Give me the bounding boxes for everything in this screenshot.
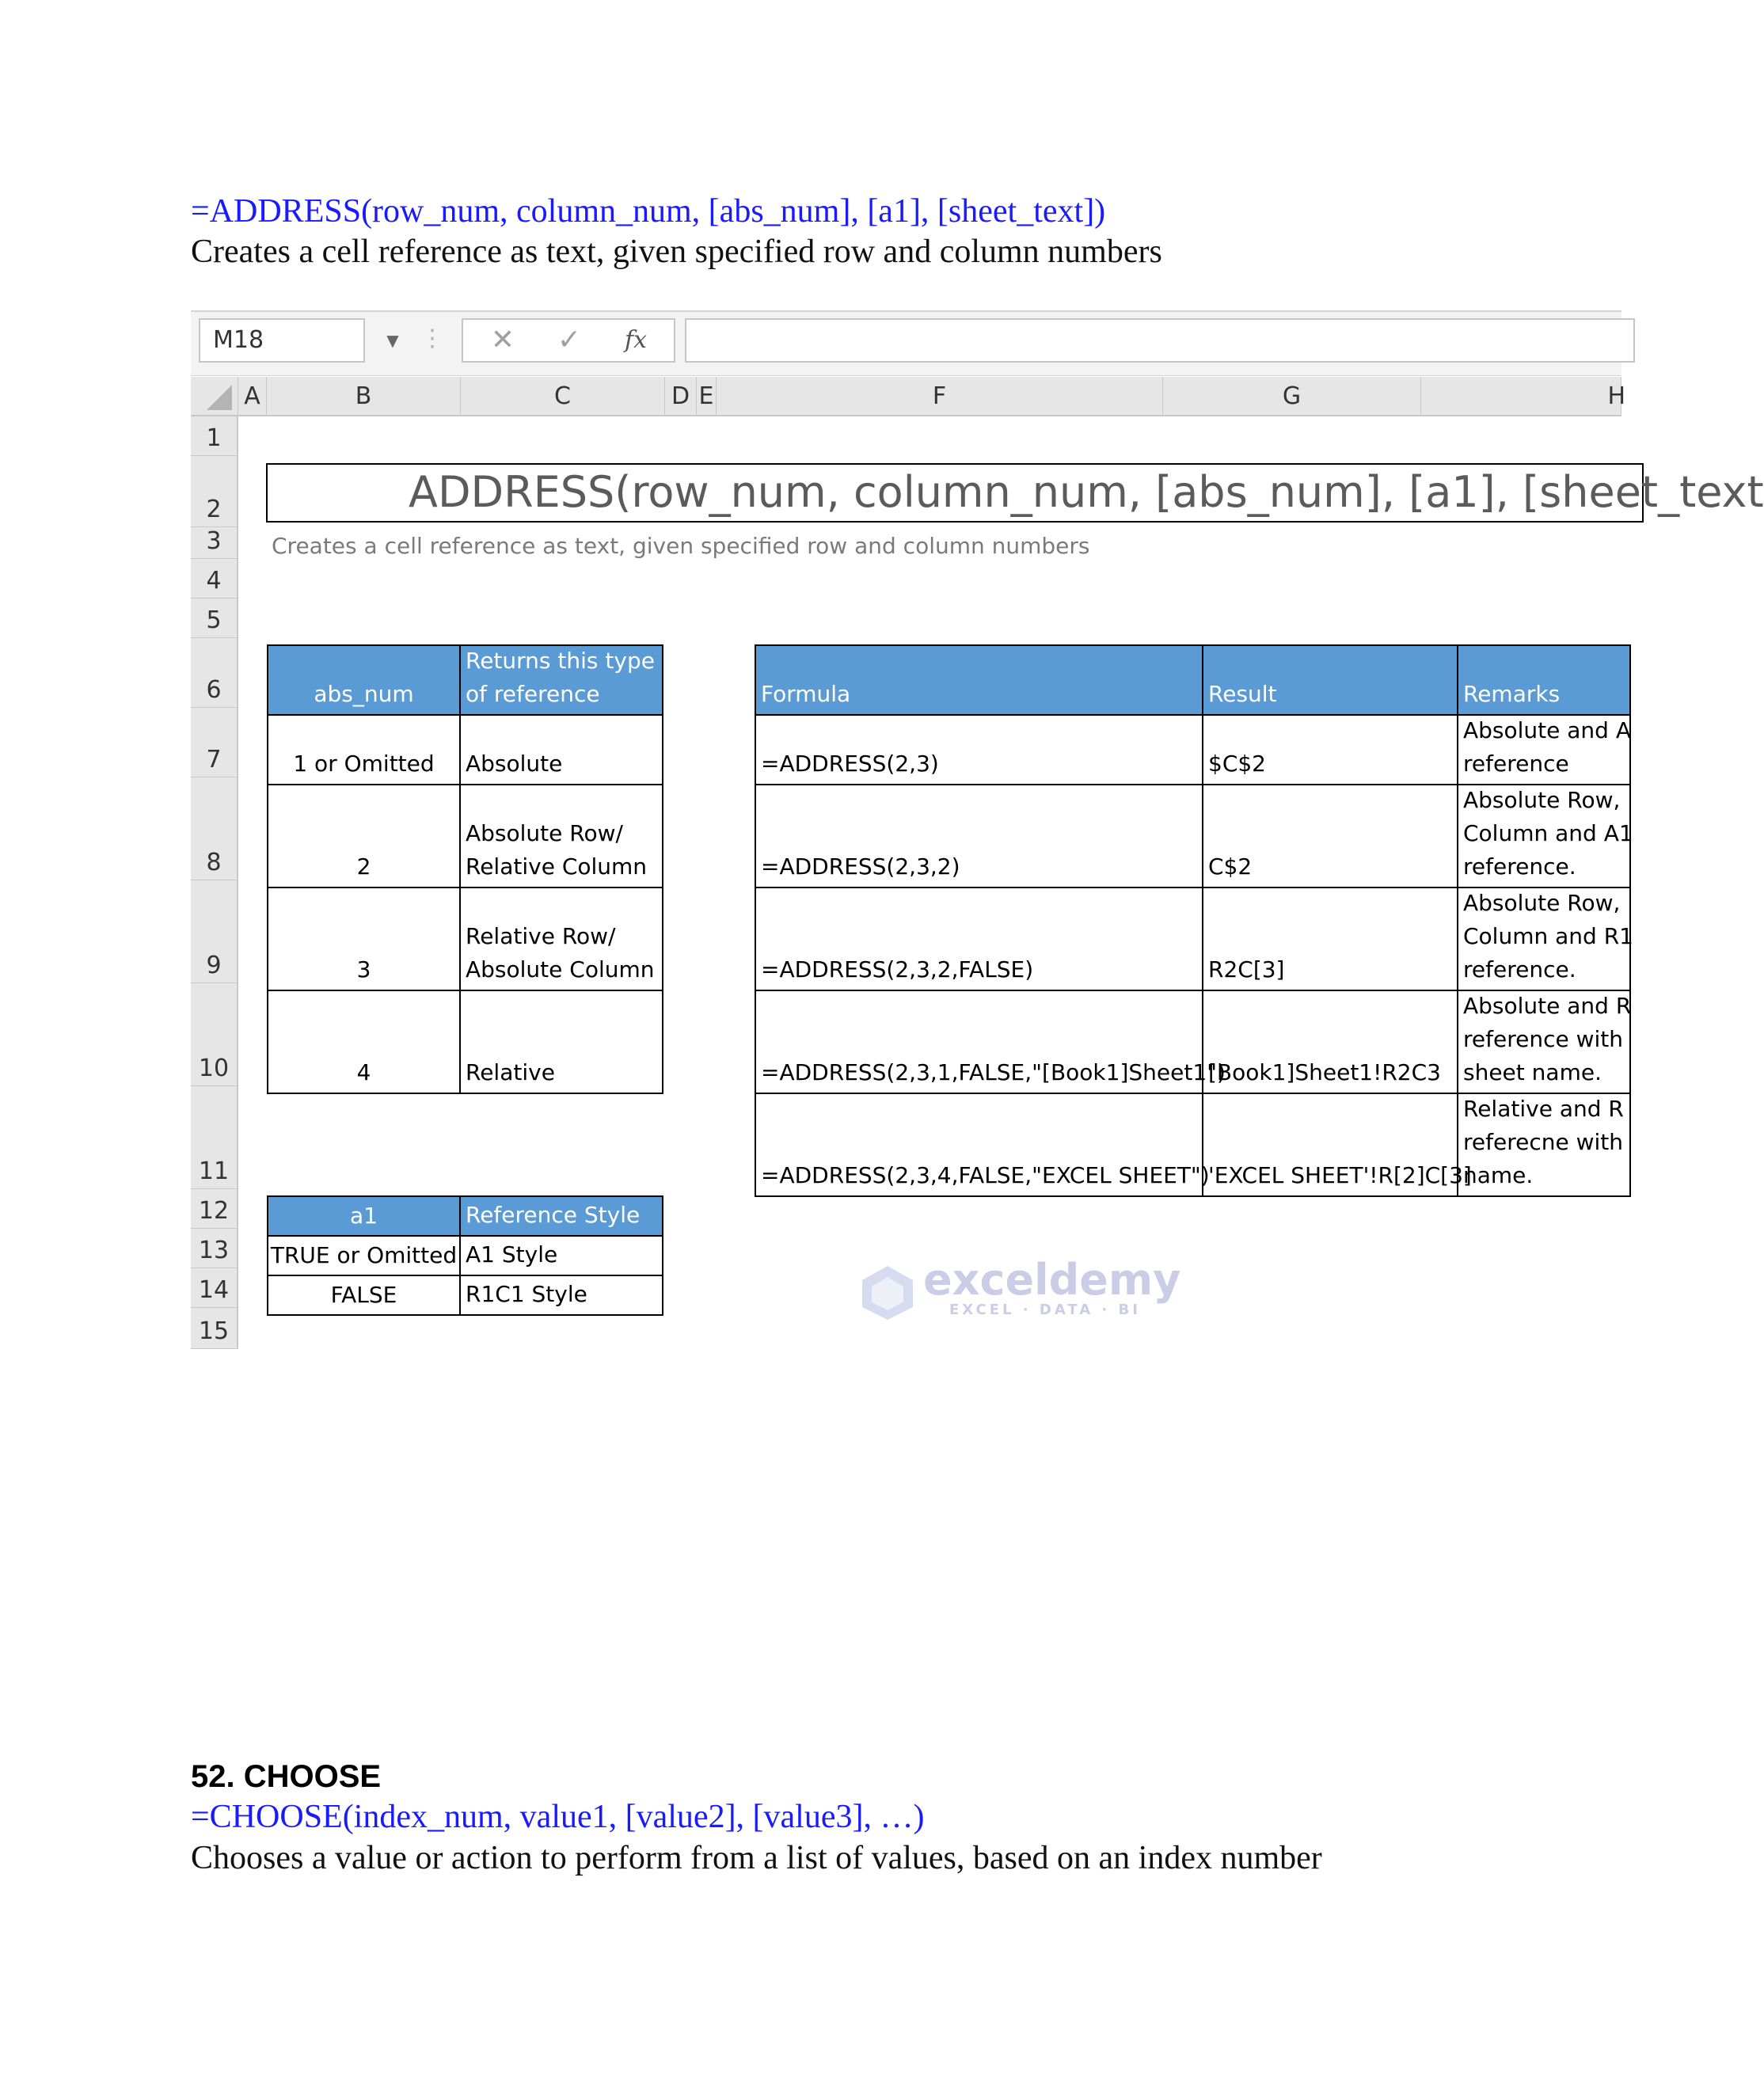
result-value: 'EXCEL SHEET'!R[2]C[3] [1208,1162,1472,1188]
remarks-cell[interactable] [1457,990,1631,1094]
result-value: [Book1]Sheet1!R2C3 [1208,1059,1441,1085]
reference-style-cell[interactable] [459,1235,663,1276]
row-header-15[interactable]: 15 [191,1308,238,1349]
a1-header[interactable] [267,1195,461,1237]
watermark-name: exceldemy [923,1255,1181,1305]
abs-num-value: 4 [356,1059,371,1085]
row-header-1[interactable]: 1 [191,416,238,456]
remarks-line: Column and A1 [1463,820,1633,846]
reference-type-value: Relative Row/ [466,923,616,949]
formula-cell[interactable] [755,1093,1210,1197]
remarks-line: referecne with [1463,1129,1624,1155]
formula-header-label: Formula [761,681,851,707]
abs-num-cell[interactable] [267,714,461,785]
formula-value: =ADDRESS(2,3,1,FALSE,"[Book1]Sheet1") [761,1059,1226,1085]
reference-type-header-line2: of reference [466,681,600,707]
column-header-f[interactable]: F [717,377,1163,416]
abs-num-value: 2 [356,853,371,880]
remarks-line: reference. [1463,956,1576,982]
abs-num-header-label: abs_num [314,681,414,707]
reference-style-value: R1C1 Style [466,1281,587,1307]
remarks-line: reference with [1463,1026,1624,1052]
row-header-6[interactable]: 6 [191,638,238,708]
fx-icon[interactable]: fx [624,326,648,354]
abs-num-cell[interactable] [267,784,461,888]
column-header-e[interactable]: E [697,377,717,416]
reference-style-header[interactable] [459,1195,663,1237]
sheet-subtitle: Creates a cell reference as text, given specified row and column numbers [272,533,1090,559]
reference-style-header-label: Reference Style [466,1202,641,1228]
remarks-line: Absolute Row, [1463,787,1621,813]
abs-num-cell[interactable] [267,990,461,1094]
row-header-2[interactable]: 2 [191,456,238,527]
reference-type-value: Relative Column [466,853,648,880]
formula-value: =ADDRESS(2,3,4,FALSE,"EXCEL SHEET") [761,1162,1210,1188]
row-header-4[interactable]: 4 [191,559,238,599]
column-header-c[interactable]: C [461,377,665,416]
reference-type-header[interactable] [459,644,663,716]
remarks-line: Absolute and R [1463,993,1632,1019]
remarks-header-label: Remarks [1463,681,1561,707]
sheet-title: ADDRESS(row_num, column_num, [abs_num], [a1], [sheet_text [409,467,1764,517]
column-header-d[interactable]: D [665,377,697,416]
formula-header[interactable] [755,644,1203,716]
row-header-5[interactable]: 5 [191,599,238,638]
remarks-cell[interactable] [1457,714,1631,785]
result-cell[interactable] [1202,784,1458,888]
reference-type-value: Absolute Row/ [466,820,623,846]
address-syntax: =ADDRESS(row_num, column_num, [abs_num], [a1], [sheet_text]) [191,193,1106,230]
row-header-10[interactable]: 10 [191,983,238,1086]
formula-bar [191,310,1621,376]
column-header-g[interactable]: G [1163,377,1421,416]
spreadsheet-screenshot [191,310,1764,1359]
corner-triangle-icon [191,377,238,415]
remarks-header[interactable] [1457,644,1631,716]
reference-type-value: Relative [466,1059,555,1085]
row-header-13[interactable]: 13 [191,1229,238,1268]
select-all-corner[interactable] [191,377,238,416]
address-description: Creates a cell reference as text, given specified row and column numbers [191,234,1162,270]
result-value: R2C[3] [1208,956,1285,982]
reference-type-cell[interactable] [459,714,663,785]
section-heading: 52. CHOOSE [191,1759,382,1794]
a1-header-label: a1 [350,1203,378,1229]
remarks-line: Absolute and A [1463,717,1632,743]
drag-handle-icon[interactable]: ⋮ [420,325,444,352]
abs-num-header[interactable] [267,644,461,716]
reference-style-value: A1 Style [466,1241,558,1268]
remarks-line: Column and R1 [1463,923,1633,949]
chevron-down-icon[interactable]: ▼ [386,331,399,350]
result-cell[interactable] [1202,990,1458,1094]
formula-cell[interactable] [755,990,1226,1094]
formula-value: =ADDRESS(2,3,2,FALSE) [761,956,1034,982]
result-cell[interactable] [1202,714,1458,785]
remarks-cell[interactable] [1457,887,1631,991]
result-value: $C$2 [1208,751,1266,777]
column-header-h-label: H [1607,382,1625,410]
remarks-line: Relative and R [1463,1096,1624,1122]
column-header-a[interactable]: A [238,377,267,416]
reference-style-cell[interactable] [459,1275,663,1316]
row-header-14[interactable]: 14 [191,1268,238,1308]
a1-cell[interactable] [267,1275,461,1316]
abs-num-cell[interactable] [267,887,461,991]
formula-cell[interactable] [755,714,1203,785]
column-header-h[interactable] [1421,377,1625,416]
cancel-icon[interactable]: ✕ [490,324,515,356]
remarks-line: sheet name. [1463,1059,1602,1085]
remarks-cell[interactable] [1457,784,1631,888]
result-header-label: Result [1208,681,1277,707]
formula-input[interactable] [685,318,1635,363]
a1-cell[interactable] [267,1235,461,1276]
a1-value: TRUE or Omitted [270,1242,458,1268]
remarks-line: reference. [1463,853,1576,880]
abs-num-value: 1 or Omitted [293,751,435,777]
reference-type-cell[interactable] [459,887,663,991]
row-header-9[interactable]: 9 [191,880,238,983]
result-cell[interactable] [1202,887,1458,991]
reference-type-value: Absolute [466,751,563,777]
formula-cell[interactable] [755,784,1203,888]
reference-type-header-line1: Returns this type [466,648,655,674]
reference-type-cell[interactable] [459,990,663,1094]
name-box[interactable]: M18 [199,318,365,363]
result-cell[interactable] [1202,1093,1472,1197]
check-icon[interactable]: ✓ [557,324,582,356]
row-header-8[interactable]: 8 [191,777,238,880]
row-header-12[interactable]: 12 [191,1189,238,1229]
result-value: C$2 [1208,853,1253,880]
watermark-tagline: EXCEL · DATA · BI [949,1302,1141,1318]
row-header-7[interactable]: 7 [191,708,238,777]
formula-value: =ADDRESS(2,3) [761,751,939,777]
column-header-b[interactable]: B [267,377,461,416]
result-header[interactable] [1202,644,1458,716]
a1-value: FALSE [330,1282,397,1308]
remarks-cell[interactable] [1457,1093,1631,1197]
remarks-line: reference [1463,751,1569,777]
reference-type-cell[interactable] [459,784,663,888]
choose-syntax: =CHOOSE(index_num, value1, [value2], [value3], …) [191,1799,925,1835]
remarks-line: name. [1463,1162,1534,1188]
formula-buttons [462,318,675,363]
choose-description: Chooses a value or action to perform from a list of values, based on an index number [191,1840,1322,1876]
row-header-3[interactable]: 3 [191,527,238,559]
formula-value: =ADDRESS(2,3,2) [761,853,960,880]
reference-type-value: Absolute Column [466,956,655,982]
abs-num-value: 3 [356,956,371,982]
remarks-line: Absolute Row, [1463,890,1621,916]
formula-cell[interactable] [755,887,1203,991]
row-header-11[interactable]: 11 [191,1086,238,1189]
exceldemy-logo-icon [857,1263,918,1323]
